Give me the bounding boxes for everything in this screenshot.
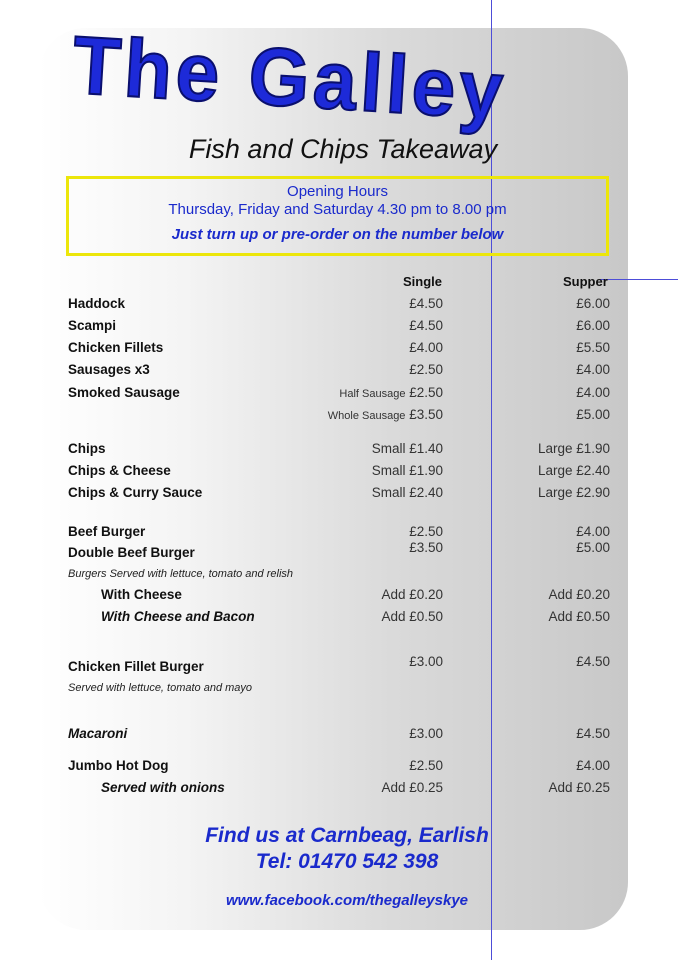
single-price: Add £0.50 xyxy=(381,609,443,624)
item-name: Sausages x3 xyxy=(68,362,150,377)
single-price: Small £2.40 xyxy=(371,485,443,500)
menu-row-chicken-burger xyxy=(0,659,678,677)
menu-row-chips xyxy=(0,441,678,459)
single-price: £2.50 xyxy=(409,362,443,377)
menu-row-double-burger xyxy=(0,545,678,563)
menu-row-macaroni xyxy=(0,726,678,744)
menu-row-scampi xyxy=(0,318,678,336)
single-price: £2.50 xyxy=(409,524,443,539)
single-price: Small £1.90 xyxy=(371,463,443,478)
guide-line-horizontal xyxy=(600,279,678,280)
single-price: £4.50 xyxy=(409,318,443,333)
menu-row-haddock xyxy=(0,296,678,314)
menu-row-sausages xyxy=(0,362,678,380)
column-header-single: Single xyxy=(403,274,443,289)
item-name: Beef Burger xyxy=(68,524,146,539)
single-price: Add £0.20 xyxy=(381,587,443,602)
supper-price: Large £1.90 xyxy=(537,441,610,456)
burger-note: Burgers Served with lettuce, tomato and relish xyxy=(68,568,294,580)
restaurant-title: The Galley xyxy=(70,18,510,137)
item-name: Jumbo Hot Dog xyxy=(68,758,169,773)
menu-row-with-cheese xyxy=(0,587,678,605)
single-price xyxy=(328,407,443,422)
item-name: With Cheese xyxy=(101,587,182,602)
supper-price: Add £0.25 xyxy=(548,780,610,795)
hours-note: Just turn up or pre-order on the number below xyxy=(171,226,504,243)
supper-price: £6.00 xyxy=(576,318,610,333)
single-price xyxy=(339,385,443,400)
size-label: Half Sausage xyxy=(339,388,406,400)
item-name: Chips & Curry Sauce xyxy=(68,485,203,500)
hours-days: Thursday, Friday and Saturday 4.30 pm to 8.00 pm xyxy=(168,201,507,218)
hours-heading: Opening Hours xyxy=(287,183,388,200)
item-name: Haddock xyxy=(68,296,126,311)
phone-text: Tel: 01470 542 398 xyxy=(255,850,439,873)
location-text: Find us at Carnbeag, Earlish xyxy=(205,824,489,847)
supper-price: £4.00 xyxy=(576,385,610,400)
item-name: Scampi xyxy=(68,318,117,333)
item-name: Chicken Fillets xyxy=(68,340,164,355)
column-header-supper: Supper xyxy=(563,274,608,289)
chicken-burger-note: Served with lettuce, tomato and mayo xyxy=(68,682,253,694)
opening-hours-box xyxy=(66,176,609,256)
supper-price: Large £2.40 xyxy=(537,463,610,478)
facebook-link[interactable]: www.facebook.com/thegalleyskye xyxy=(225,892,469,909)
menu-row-chicken-fillets xyxy=(0,340,678,358)
single-price: Add £0.25 xyxy=(381,780,443,795)
single-price: £3.50 xyxy=(409,540,443,555)
supper-price: £4.00 xyxy=(576,362,610,377)
item-name: Chips & Cheese xyxy=(68,463,171,478)
item-name: With Cheese and Bacon xyxy=(101,609,255,624)
size-label: Whole Sausage xyxy=(327,410,406,422)
single-price: £4.00 xyxy=(409,340,443,355)
supper-price: Large £2.90 xyxy=(537,485,610,500)
menu-row-chips-cheese xyxy=(0,463,678,481)
supper-price: £5.00 xyxy=(576,540,610,555)
menu-row-with-cheese-bacon xyxy=(0,609,678,627)
supper-price: Add £0.50 xyxy=(548,609,610,624)
menu-row-onions xyxy=(0,780,678,798)
supper-price: Add £0.20 xyxy=(548,587,610,602)
supper-price: £4.50 xyxy=(576,726,610,741)
subtitle: Fish and Chips Takeaway xyxy=(188,134,498,164)
item-name: Macaroni xyxy=(68,726,128,741)
supper-price: £4.50 xyxy=(576,654,610,669)
item-name: Smoked Sausage xyxy=(68,385,180,400)
single-price: £3.00 xyxy=(409,726,443,741)
price: £3.50 xyxy=(409,407,443,422)
menu-row-smoked-sausage-whole xyxy=(0,407,678,425)
menu-row-hot-dog xyxy=(0,758,678,776)
price: £2.50 xyxy=(409,385,443,400)
single-price: £2.50 xyxy=(409,758,443,773)
single-price: £3.00 xyxy=(409,654,443,669)
menu-row-smoked-sausage-half xyxy=(0,385,678,403)
item-name: Served with onions xyxy=(101,780,225,795)
item-name: Double Beef Burger xyxy=(68,545,195,560)
item-name: Chicken Fillet Burger xyxy=(68,659,204,674)
supper-price: £4.00 xyxy=(576,524,610,539)
supper-price: £5.00 xyxy=(576,407,610,422)
single-price: £4.50 xyxy=(409,296,443,311)
menu-row-chips-curry xyxy=(0,485,678,503)
supper-price: £6.00 xyxy=(576,296,610,311)
supper-price: £5.50 xyxy=(576,340,610,355)
supper-price: £4.00 xyxy=(576,758,610,773)
single-price: Small £1.40 xyxy=(371,441,443,456)
item-name: Chips xyxy=(68,441,106,456)
